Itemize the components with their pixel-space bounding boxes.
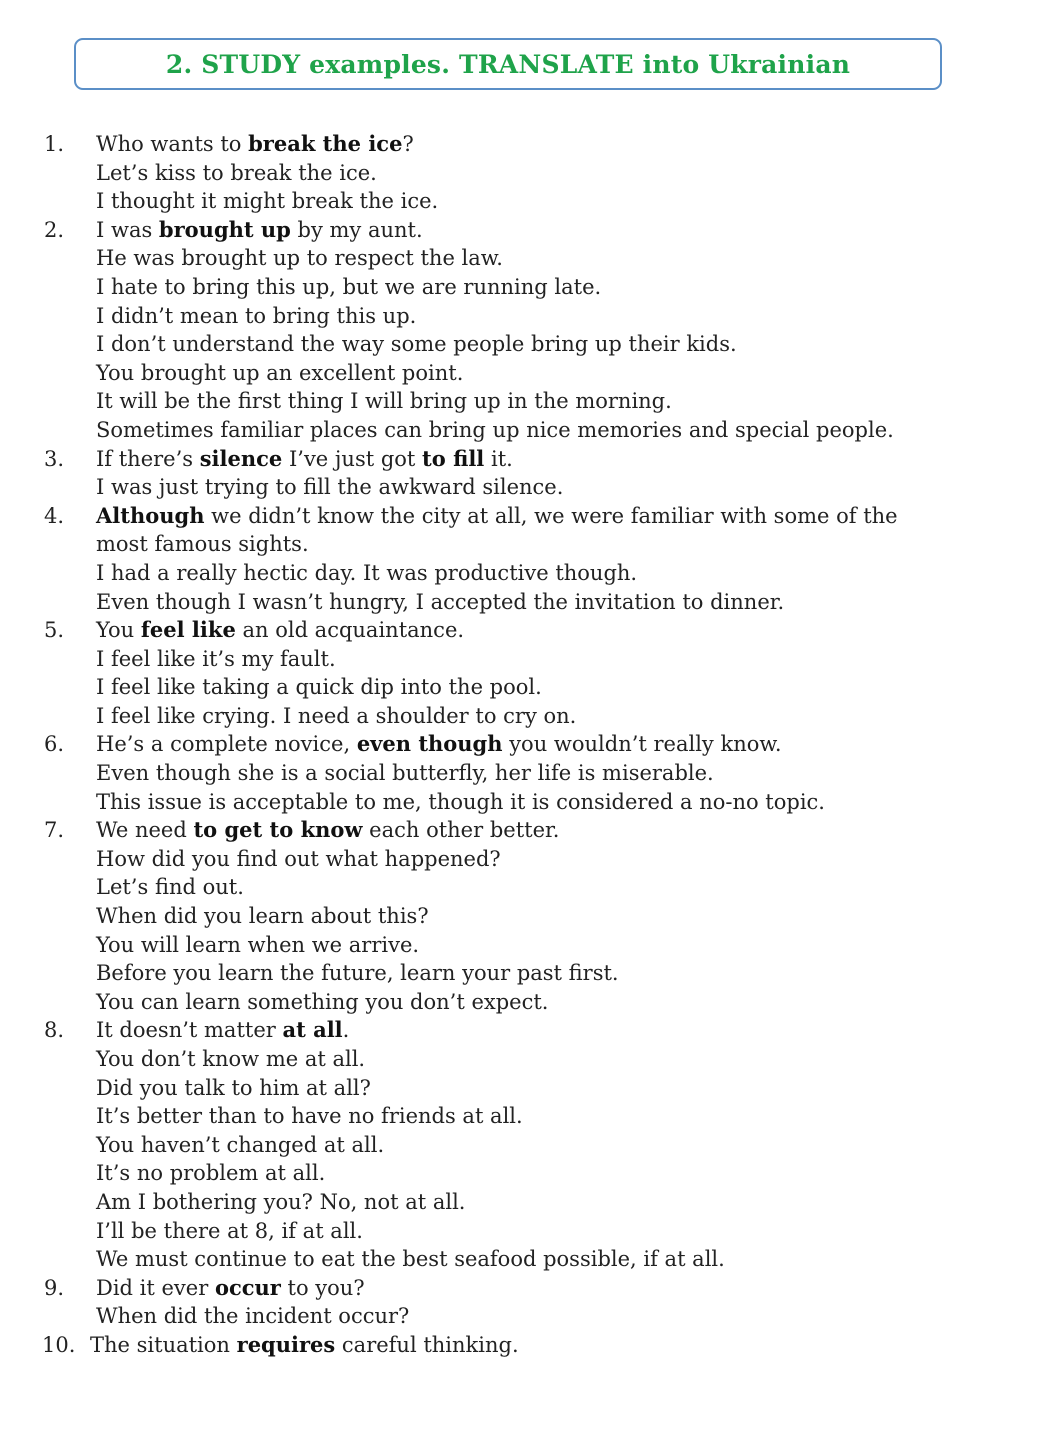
example-sentence bbox=[96, 216, 1050, 245]
sentence-text: When did you learn about this? bbox=[96, 904, 429, 929]
example-sentences bbox=[96, 1016, 1050, 1273]
example-sentence bbox=[96, 559, 1050, 588]
example-sentences bbox=[96, 445, 1050, 502]
example-sentence bbox=[96, 1302, 1050, 1331]
examples-list bbox=[0, 130, 1050, 1360]
example-sentence bbox=[96, 645, 1050, 674]
sentence-text: You don’t know me at all. bbox=[96, 1047, 366, 1071]
sentence-text: When did the incident occur? bbox=[96, 1304, 410, 1329]
sentence-text: ? bbox=[402, 132, 414, 156]
list-item bbox=[0, 445, 1050, 502]
item-number: 10. bbox=[42, 1332, 76, 1357]
example-sentence bbox=[96, 1188, 1050, 1217]
example-sentences bbox=[96, 730, 1050, 816]
sentence-text: I was bbox=[96, 217, 159, 242]
key-phrase: break the ice bbox=[248, 131, 403, 156]
example-sentences bbox=[90, 1331, 1050, 1360]
example-sentence bbox=[96, 302, 1050, 331]
sentence-text: It’s better than to have no friends at all. bbox=[96, 1104, 523, 1129]
sentence-text: You will learn when we arrive. bbox=[96, 932, 420, 957]
sentence-text: It’s no problem at all. bbox=[96, 1161, 326, 1186]
list-item bbox=[0, 130, 1050, 216]
example-sentence bbox=[96, 759, 1050, 788]
example-sentence bbox=[96, 1102, 1050, 1131]
key-phrase: requires bbox=[236, 1331, 336, 1357]
sentence-text: I’ll be there at 8, if at all. bbox=[96, 1218, 363, 1243]
example-sentences bbox=[96, 816, 1050, 1016]
sentence-text: I feel like crying. I need a shoulder to cry on. bbox=[96, 703, 577, 728]
example-sentence bbox=[96, 1131, 1050, 1160]
list-item bbox=[0, 616, 1050, 730]
sentence-text: Did you talk to him at all? bbox=[96, 1075, 371, 1100]
sentence-text: Even though she is a social butterfly, her life is miserable. bbox=[96, 761, 714, 786]
key-phrase: Although bbox=[96, 502, 205, 528]
sentence-text: you wouldn’t really know. bbox=[502, 732, 782, 757]
example-sentence bbox=[96, 931, 1050, 960]
example-sentences bbox=[96, 216, 1050, 445]
sentence-text: The situation bbox=[90, 1332, 237, 1357]
sentence-text: We must continue to eat the best seafood possible, if at all. bbox=[96, 1247, 725, 1272]
item-number: 8. bbox=[44, 1018, 65, 1043]
example-sentence bbox=[96, 959, 1050, 988]
sentence-text: Let’s find out. bbox=[96, 875, 244, 900]
example-sentence bbox=[96, 1217, 1050, 1246]
sentence-text: most famous sights. bbox=[96, 532, 309, 557]
example-sentence bbox=[96, 988, 1050, 1017]
example-sentence bbox=[96, 159, 1050, 188]
item-number: 6. bbox=[44, 732, 65, 757]
example-sentences bbox=[96, 130, 1050, 216]
sentence-text: to you? bbox=[280, 1275, 365, 1300]
sentence-text: I was just trying to fill the awkward silence. bbox=[96, 475, 564, 500]
sentence-text: Let’s kiss to break the ice. bbox=[96, 160, 377, 185]
item-number: 7. bbox=[44, 818, 65, 843]
example-sentence bbox=[96, 1045, 1050, 1074]
sentence-text: He was brought up to respect the law. bbox=[96, 246, 503, 271]
example-sentence bbox=[96, 330, 1050, 359]
example-sentence bbox=[96, 873, 1050, 902]
sentence-text: it. bbox=[484, 446, 513, 471]
sentence-text: Who wants to bbox=[96, 132, 249, 156]
sentence-text: He’s a complete novice, bbox=[96, 732, 357, 757]
example-sentence bbox=[96, 244, 1050, 273]
sentence-text: by my aunt. bbox=[290, 217, 423, 242]
list-item bbox=[0, 502, 1050, 616]
item-number: 9. bbox=[44, 1275, 65, 1300]
sentence-text: I had a really hectic day. It was productive though. bbox=[96, 560, 638, 585]
key-phrase: to get to know bbox=[193, 817, 363, 843]
sentence-text: Even though I wasn’t hungry, I accepted the invitation to dinner. bbox=[96, 589, 785, 614]
example-sentence bbox=[96, 473, 1050, 502]
section-title: 2. STUDY examples. TRANSLATE into Ukrainian bbox=[165, 49, 851, 79]
example-sentence bbox=[96, 1159, 1050, 1188]
item-number: 5. bbox=[44, 618, 65, 643]
example-sentences bbox=[96, 616, 1050, 730]
sentence-text: You haven’t changed at all. bbox=[96, 1132, 385, 1157]
sentence-text: This issue is acceptable to me, though it is considered a no-no topic. bbox=[96, 789, 825, 814]
example-sentence bbox=[96, 1074, 1050, 1103]
example-sentence bbox=[96, 187, 1050, 216]
example-sentence bbox=[96, 273, 1050, 302]
key-phrase: silence bbox=[199, 445, 283, 471]
sentence-text: Did it ever bbox=[96, 1275, 215, 1300]
sentence-text: Before you learn the future, learn your past first. bbox=[96, 961, 619, 986]
sentence-text: Sometimes familiar places can bring up nice memories and special people. bbox=[96, 417, 894, 442]
sentence-text: I feel like it’s my fault. bbox=[96, 646, 336, 671]
sentence-text: each other better. bbox=[362, 818, 560, 843]
sentence-text: careful thinking. bbox=[335, 1332, 519, 1357]
sentence-text: I didn’t mean to bring this up. bbox=[96, 303, 417, 328]
example-sentence bbox=[96, 588, 1050, 617]
example-sentence bbox=[96, 359, 1050, 388]
sentence-text: It will be the first thing I will bring up in the morning. bbox=[96, 389, 672, 414]
item-number: 3. bbox=[44, 446, 65, 471]
example-sentence bbox=[96, 673, 1050, 702]
sentence-text: I thought it might break the ice. bbox=[96, 189, 439, 214]
example-sentence bbox=[96, 845, 1050, 874]
key-phrase: brought up bbox=[158, 216, 291, 242]
sentence-text: I feel like taking a quick dip into the pool. bbox=[96, 675, 542, 700]
example-sentence bbox=[96, 387, 1050, 416]
list-item bbox=[0, 1331, 1050, 1360]
sentence-text: . bbox=[342, 1018, 350, 1043]
sentence-text: You brought up an excellent point. bbox=[96, 360, 464, 385]
example-sentence bbox=[96, 902, 1050, 931]
list-item bbox=[0, 1016, 1050, 1273]
example-sentence bbox=[96, 788, 1050, 817]
sentence-text: we didn’t know the city at all, we were familiar with some of the bbox=[204, 503, 898, 528]
sentence-text: I hate to bring this up, but we are running late. bbox=[96, 274, 602, 299]
example-sentence bbox=[96, 416, 1050, 445]
sentence-text: How did you find out what happened? bbox=[96, 846, 501, 871]
sentence-text: If there’s bbox=[96, 446, 200, 471]
key-phrase: occur bbox=[214, 1274, 281, 1300]
sentence-text: I’ve just got bbox=[282, 446, 423, 471]
example-sentence bbox=[96, 130, 1050, 159]
example-sentences bbox=[96, 502, 1050, 616]
sentence-text: an old acquaintance. bbox=[235, 618, 465, 643]
key-phrase: at all bbox=[282, 1017, 343, 1043]
key-phrase: even though bbox=[356, 731, 503, 757]
example-sentence bbox=[96, 502, 1050, 531]
sentence-text: We need bbox=[96, 818, 194, 843]
list-item bbox=[0, 816, 1050, 1016]
example-sentence bbox=[96, 1274, 1050, 1303]
example-sentence bbox=[96, 445, 1050, 474]
example-sentence bbox=[96, 702, 1050, 731]
example-sentence bbox=[90, 1331, 1050, 1360]
example-sentence bbox=[96, 730, 1050, 759]
sentence-text: I don’t understand the way some people bring up their kids. bbox=[96, 332, 737, 357]
list-item bbox=[0, 1274, 1050, 1331]
example-sentence bbox=[96, 1016, 1050, 1045]
example-sentence bbox=[96, 816, 1050, 845]
list-item bbox=[0, 730, 1050, 816]
item-number: 1. bbox=[44, 132, 65, 156]
example-sentence bbox=[96, 530, 1050, 559]
example-sentence bbox=[96, 616, 1050, 645]
sentence-text: You can learn something you don’t expect. bbox=[96, 989, 549, 1014]
item-number: 4. bbox=[44, 503, 65, 528]
sentence-text: You bbox=[96, 618, 141, 643]
item-number: 2. bbox=[44, 217, 65, 242]
section-header-box bbox=[74, 38, 942, 90]
sentence-text: It doesn’t matter bbox=[96, 1018, 283, 1043]
example-sentence bbox=[96, 1245, 1050, 1274]
example-sentences bbox=[96, 1274, 1050, 1331]
key-phrase: feel like bbox=[140, 617, 236, 643]
key-phrase: to fill bbox=[422, 445, 485, 471]
list-item bbox=[0, 216, 1050, 445]
sentence-text: Am I bothering you? No, not at all. bbox=[96, 1189, 466, 1214]
